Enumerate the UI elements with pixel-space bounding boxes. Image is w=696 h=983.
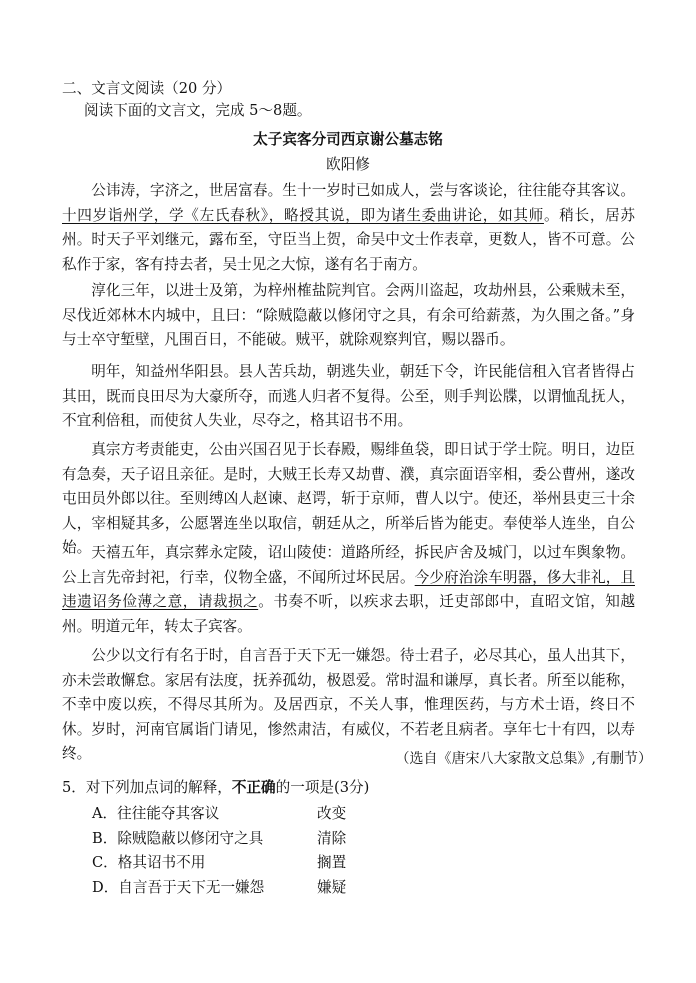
paragraph-5: [62, 541, 635, 639]
section-heading: 二、文言文阅读（20 分）: [62, 80, 232, 97]
paragraph-1-underlined: 十四岁诣州学，学《左氏春秋》，略授其说，即为诸生委曲讲论，如其师: [62, 206, 544, 224]
option-a[interactable]: [92, 804, 346, 824]
paragraph-5-underlined: 今少府治涂车明器，侈大非礼，且违遗诏务俭薄之意，请裁损之: [62, 568, 635, 611]
question-5: [62, 778, 369, 798]
paragraph-1-text-b: 。稍长，居苏州。时天子平刘继元，露布至，守臣当上贺，命吴中文士作表章，更数人，皆不可意。公私作于家，客有持去者，吴士见之大惊，遂有名于南方。: [62, 206, 635, 273]
paragraph-3: 明年，知益州华阳县。县人苦兵劫，朝逃失业，朝廷下令，许民能信租入官者皆得占其田，既而良田尽为大豪所夺，而逃人归者不复得。公至，则手判讼牒，以谓恤乱抚人，不宜利倍租，而使贫人失业，尽夺之，格其诏书不用。: [62, 363, 635, 430]
option-b-text: B．除贼隐蔽以修闭守之具: [92, 830, 264, 847]
source-citation: （选自《唐宋八大家散文总集》,有删节）: [395, 751, 652, 767]
essay-title: 太子宾客分司西京谢公墓志铭: [253, 131, 443, 148]
paragraph-5-text-b: 。书奏不听，以疾求去职，迁吏部郎中，直昭文馆，知越州。明道元年，转太子宾客。: [62, 593, 635, 635]
option-b-gloss: 清除: [317, 830, 347, 847]
question-prefix: 5．对下列加点词的解释，: [62, 779, 232, 796]
option-c[interactable]: [92, 853, 346, 873]
option-a-gloss: 改变: [317, 805, 347, 822]
option-c-gloss: 搁置: [317, 854, 347, 871]
option-c-text: C．格其诏书不用: [92, 854, 206, 871]
reading-instruction: 阅读下面的文言文，完成 5～8题。: [84, 102, 312, 119]
paragraph-6: 公少以文行有名于时，自言吾于天下无一嫌怨。待士君子，必尽其心，虽人出其下，亦未尝敢懈怠。家居有法度，抚养孤幼，极恩爱。常时温和谦厚，真长者。所至以能称，不幸中废以疾，不得尽其所为。及居西京，不关人事，惟理医药，与方术士语，终日不休。岁时，河南官属诣门请见，惨然肃洁，有威仪，不若老且病者。享年七十有四，以寿终。: [62, 647, 635, 763]
question-emphasis: 不正确: [231, 779, 276, 796]
paragraph-2: 淳化三年，以进士及第，为梓州榷盐院判官。会两川盗起，攻劫州县，公乘贼未至，尽伐近郊林木内城中，且曰：“除贼隐蔽以修闭守之具，有余可给薪蒸，为久围之备。”身与士卒守堑壁，凡围百日，不能破。贼平，就除观察判官，赐以器币。: [62, 282, 635, 349]
option-d-gloss: 嫌疑: [317, 879, 347, 896]
paragraph-5-text-a: 天禧五年，真宗葬永定陵，诏山陵使：道路所经，拆民庐舍及城门，以过车舆象物。公上言先帝封祀，行幸，仪物全盛，不闻所过坏民居。: [62, 544, 635, 586]
option-d-text: D．自言吾于天下无一嫌怨: [92, 879, 265, 896]
question-suffix: 的一项是(3分): [275, 779, 370, 796]
paragraph-1: [62, 179, 635, 277]
paragraph-1-text-a: 公讳涛，字济之，世居富春。生十一岁时已如成人，尝与客谈论，往往能夺其客议。: [91, 182, 635, 199]
option-b[interactable]: [92, 829, 346, 849]
paragraph-4: 真宗方考责能吏，公由兴国召见于长春殿，赐绯鱼袋，即日试于学士院。明日，边臣有急奏，天子诏且亲征。是时，大贼王长寿又劫曹、濮，真宗面语宰相，委公曹州，遂改屯田员外郎以往。至则缚凶人赵谏、赵谔，斩于京师，曹人以宁。使还，举州县吏三十余人，宰相疑其多，公愿署连坐以取信，朝廷从之，所举后皆为能吏。奉使举人连坐，自公始。: [62, 441, 635, 557]
essay-author: 欧阳修: [326, 156, 370, 173]
option-a-text: A．往往能夺其客议: [92, 805, 220, 822]
option-d[interactable]: [92, 878, 346, 898]
